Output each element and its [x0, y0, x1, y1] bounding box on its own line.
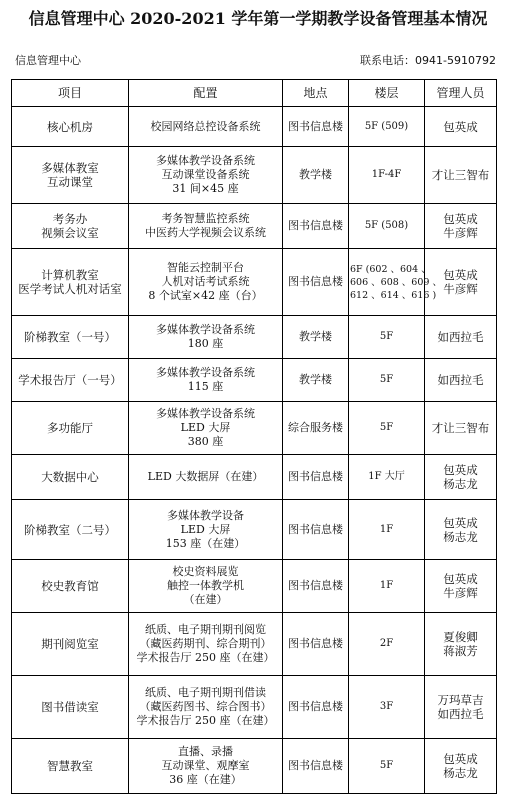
cell-config-line: 考务智慧监控系统 [161, 212, 250, 225]
cell-config [129, 147, 283, 204]
cell-item-line: 多媒体教室 [41, 161, 99, 175]
cell-location: 图书信息楼 [283, 500, 349, 560]
cell-item-line: 医学考试人机对话室 [18, 282, 122, 296]
cell-item-line: 视频会议室 [41, 226, 99, 240]
cell-manager-line: 如西拉毛 [437, 373, 484, 387]
cell-config [129, 613, 283, 676]
cell-config-line: （在建） [183, 593, 228, 606]
cell-config-line: LED 大屏 [180, 421, 231, 434]
cell-manager-line: 牛彦辉 [443, 586, 478, 600]
cell-config-line: 校园网络总控设备系统 [150, 119, 261, 133]
cell-manager [425, 500, 497, 560]
cell-floor-line: 5F [379, 422, 394, 433]
cell-location: 图书信息楼 [283, 204, 349, 249]
cell-location: 图书信息楼 [283, 107, 349, 147]
cell-location: 图书信息楼 [283, 739, 349, 794]
cell-item-line: 校史教育馆 [41, 579, 99, 593]
cell-floor [349, 204, 425, 249]
cell-manager [425, 316, 497, 359]
cell-floor-line: 612 、614 、616 ) [350, 289, 437, 301]
cell-config-line: 纸质、电子期刊期刊阅览 [145, 623, 266, 636]
cell-config [129, 500, 283, 560]
cell-item [12, 107, 129, 147]
cell-manager-line: 如西拉毛 [437, 707, 484, 721]
cell-manager-line: 杨志龙 [443, 477, 478, 491]
cell-location: 教学楼 [283, 147, 349, 204]
cell-floor [349, 500, 425, 560]
cell-manager-line: 包英成 [443, 752, 478, 766]
cell-location: 教学楼 [283, 359, 349, 402]
cell-item-line: 计算机教室 [41, 268, 99, 282]
cell-config-line: 人机对话考试系统 [161, 275, 250, 288]
cell-floor-line: 6F (602 、604 、 [350, 263, 431, 275]
cell-item-line: 图书借读室 [41, 700, 99, 714]
table-row [12, 739, 497, 794]
cell-location: 图书信息楼 [283, 676, 349, 739]
table-row [12, 613, 497, 676]
cell-manager-line: 蒋淑芳 [443, 644, 478, 658]
cell-item-line: 核心机房 [47, 119, 93, 134]
cell-item [12, 739, 129, 794]
table-row [12, 500, 497, 560]
cell-manager-line: 包英成 [443, 515, 478, 530]
cell-manager [425, 359, 497, 402]
table-row [12, 107, 497, 147]
cell-config [129, 316, 283, 359]
cell-floor-line: 5F (509) [364, 120, 409, 132]
cell-manager-line: 杨志龙 [443, 529, 478, 544]
cell-item [12, 249, 129, 316]
cell-floor-line: 606 、608 、609 、 [350, 276, 442, 288]
cell-item [12, 560, 129, 613]
cell-manager-line: 夏俊卿 [443, 630, 478, 644]
cell-item [12, 500, 129, 560]
header-location: 地点 [283, 80, 349, 107]
cell-config [129, 739, 283, 794]
cell-config-line: 触控一体教学机 [167, 579, 244, 592]
cell-item [12, 147, 129, 204]
cell-manager-line: 包英成 [443, 572, 478, 586]
cell-item-line: 考务办 [52, 212, 88, 226]
header-manager: 管理人员 [425, 80, 497, 107]
cell-floor [349, 455, 425, 500]
cell-floor [349, 613, 425, 676]
cell-manager [425, 107, 497, 147]
cell-manager-line: 包英成 [443, 268, 478, 282]
cell-item-line: 智慧教室 [47, 759, 93, 773]
cell-manager-line: 如西拉毛 [437, 330, 484, 344]
page-title: 信息管理中心 2020-2021 学年第一学期教学设备管理基本情况 [28, 9, 488, 28]
cell-config-line: 多媒体教学设备系统 [156, 154, 255, 167]
cell-item [12, 204, 129, 249]
cell-config-line: 互动课堂、观摩室 [161, 759, 250, 772]
cell-location: 综合服务楼 [283, 402, 349, 455]
equipment-table [11, 79, 497, 794]
cell-config-line: 380 座 [187, 435, 224, 448]
cell-config-line: 互动课堂设备系统 [161, 168, 250, 181]
cell-location: 教学楼 [283, 316, 349, 359]
cell-config-line: 中医药大学视频会议系统 [145, 226, 266, 239]
cell-manager [425, 560, 497, 613]
cell-manager [425, 739, 497, 794]
cell-floor-line: 1F [379, 523, 394, 535]
cell-config [129, 560, 283, 613]
cell-item [12, 676, 129, 739]
cell-location: 图书信息楼 [283, 560, 349, 613]
cell-item [12, 316, 129, 359]
cell-floor-line: 5F [379, 760, 394, 771]
cell-config-line: 学术报告厅 250 座（在建） [136, 651, 275, 664]
cell-floor-line: 1F [379, 580, 394, 591]
cell-config-line: 31 间×45 座 [172, 182, 239, 195]
cell-manager [425, 676, 497, 739]
cell-config-line: LED 大屏 [180, 522, 231, 536]
cell-config-line: 多媒体教学设备系统 [156, 323, 255, 336]
cell-config-line: 校史资料展览 [172, 565, 239, 578]
cell-floor-line: 5F (508) [364, 220, 409, 231]
cell-floor [349, 147, 425, 204]
cell-manager-line: 牛彦辉 [443, 226, 478, 240]
cell-config-line: 8 个试室×42 座（台） [148, 289, 263, 302]
cell-config-line: 学术报告厅 250 座（在建） [136, 714, 275, 727]
cell-item [12, 455, 129, 500]
table-row [12, 316, 497, 359]
cell-manager [425, 402, 497, 455]
cell-manager-line: 才让三智布 [431, 168, 490, 182]
cell-floor [349, 359, 425, 402]
cell-config [129, 455, 283, 500]
cell-config-line: 153 座（在建） [165, 536, 246, 550]
cell-manager [425, 455, 497, 500]
cell-item [12, 359, 129, 402]
cell-manager [425, 204, 497, 249]
cell-floor-line: 1F-4F [371, 169, 402, 180]
table-row [12, 455, 497, 500]
cell-item-line: 互动课堂 [47, 175, 93, 189]
cell-config [129, 359, 283, 402]
cell-config [129, 107, 283, 147]
cell-config-line: 36 座（在建） [169, 773, 242, 786]
cell-config-line: 多媒体教学设备 [167, 508, 244, 522]
cell-floor [349, 676, 425, 739]
cell-floor [349, 560, 425, 613]
cell-manager-line: 杨志龙 [443, 766, 478, 780]
cell-item-line: 阶梯教室（二号） [24, 522, 116, 537]
cell-item-line: 大数据中心 [41, 470, 99, 484]
cell-floor-line: 5F [379, 374, 394, 385]
cell-location: 图书信息楼 [283, 249, 349, 316]
org-name: 信息管理中心 [15, 54, 81, 67]
cell-floor-line: 1F 大厅 [368, 471, 405, 482]
cell-floor-line: 3F [379, 701, 394, 712]
cell-floor-line: 5F [379, 331, 394, 342]
contact-phone: 联系电话：0941-5910792 [360, 54, 496, 67]
cell-item-line: 学术报告厅（一号） [18, 373, 122, 387]
cell-manager-line: 万玛草吉 [437, 693, 484, 707]
cell-item-line: 期刊阅览室 [41, 637, 99, 651]
cell-location: 图书信息楼 [283, 613, 349, 676]
cell-config [129, 402, 283, 455]
cell-config-line: LED 大数据屏（在建） [147, 470, 264, 483]
cell-manager-line: 才让三智布 [431, 421, 490, 435]
cell-floor-line: 2F [379, 638, 394, 649]
header-config: 配置 [129, 80, 283, 107]
header-item: 项目 [12, 80, 129, 107]
table-row [12, 147, 497, 204]
cell-config-line: 纸质、电子期刊期刊借读 [145, 686, 266, 699]
table-row [12, 249, 497, 316]
table-row [12, 676, 497, 739]
cell-manager [425, 147, 497, 204]
cell-item [12, 402, 129, 455]
cell-floor [349, 739, 425, 794]
cell-config-line: 多媒体教学设备系统 [156, 407, 255, 420]
cell-config-line: 多媒体教学设备系统 [156, 366, 255, 379]
cell-item-line: 阶梯教室（一号） [24, 330, 116, 344]
cell-manager-line: 包英成 [443, 463, 478, 477]
cell-config [129, 249, 283, 316]
table-row [12, 560, 497, 613]
cell-location: 图书信息楼 [283, 455, 349, 500]
cell-manager-line: 包英成 [443, 119, 478, 134]
cell-floor [349, 249, 442, 316]
cell-config-line: 直播、录播 [178, 745, 233, 758]
table-row [12, 204, 497, 249]
cell-config-line: 智能云控制平台 [167, 261, 244, 274]
header-floor: 楼层 [349, 80, 425, 107]
cell-item-line: 多功能厅 [47, 421, 93, 435]
cell-config [129, 204, 283, 249]
table-header-row [12, 80, 497, 107]
cell-config-line: （藏医药期刊、综合期刊） [139, 637, 272, 650]
cell-config [129, 676, 283, 739]
cell-floor [349, 316, 425, 359]
cell-config-line: 180 座 [187, 337, 224, 350]
cell-manager-line: 包英成 [443, 212, 478, 226]
cell-manager-line: 牛彦辉 [443, 282, 478, 296]
cell-floor [349, 402, 425, 455]
cell-floor [349, 107, 425, 147]
table-row [12, 402, 497, 455]
cell-config-line: 115 座 [187, 380, 224, 393]
table-row [12, 359, 497, 402]
cell-manager [425, 613, 497, 676]
cell-config-line: （藏医药图书、综合图书） [139, 700, 272, 713]
cell-item [12, 613, 129, 676]
